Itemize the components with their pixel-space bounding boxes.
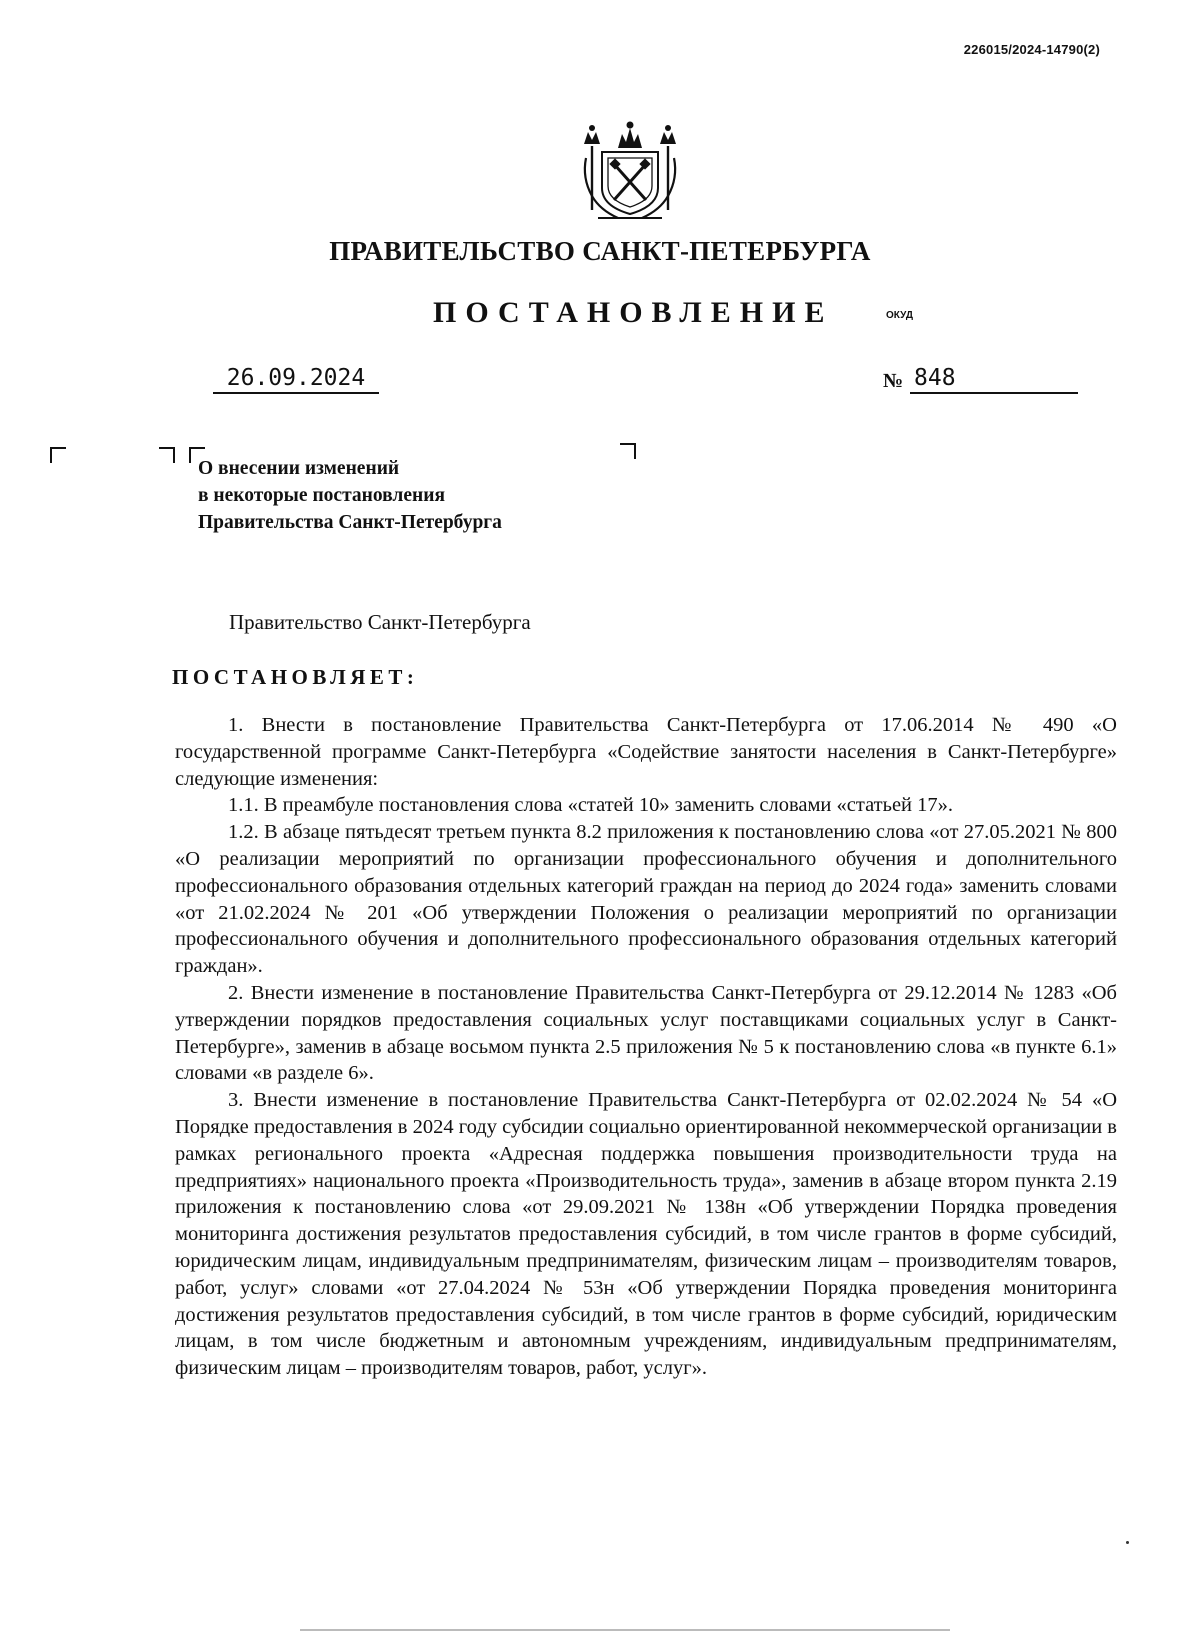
- paragraph-3: 3. Внести изменение в постановление Правительства Санкт-Петербурга от 02.02.2024 № 54 «О Порядке предоставления в 2024 году субсидии социально ориентированной некоммерческой организации в рамках регионального проекта «Адресная поддержка повышения производительности труда на предприятиях» национального проекта «Производительность труда», заменив в абзаце втором пункта 2.19 приложения к постановлению слова «от 29.09.2021 № 138н «Об утверждении Порядка проведения мониторинга достижения результатов предоставления субсидий, в том числе грантов в форме субсидий, юридическим лицам, индивидуальным предпринимателям, физическим лицам – производителям товаров, работ, услуг» словами «от 27.04.2024 № 53н «Об утверждении Порядка проведения мониторинга достижения результатов предоставления субсидий, в том числе грантов в форме субсидий, юридическим лицам, в том числе бюджетным и автономным учреждениям, индивидуальным предпринимателям, физическим лицам – производителям товаров, работ, услуг».: [175, 1089, 1117, 1380]
- document-body: [175, 712, 1117, 1382]
- coat-of-arms-icon: [578, 118, 682, 224]
- document-type: ПОСТАНОВЛЕНИЕ: [433, 296, 834, 329]
- okud-label: ОКУД: [886, 310, 913, 321]
- number-sign: №: [883, 370, 904, 392]
- paragraph-2: 2. Внести изменение в постановление Правительства Санкт-Петербурга от 29.12.2014 № 1283 «Об утверждении порядков предоставления социальных услуг поставщиками социальных услуг в Санкт-Петербурге», заменив в абзаце восьмом пункта 2.5 приложения № 5 к постановлению слова «в пункте 6.1» словами «в разделе 6».: [175, 981, 1117, 1085]
- registration-number: 226015/2024-14790(2): [963, 42, 1100, 57]
- corner-mark: [620, 443, 636, 459]
- paragraph-1: 1. Внести в постановление Правительства Санкт-Петербурга от 17.06.2014 № 490 «О государственной программе Санкт-Петербурга «Содействие занятости населения в Санкт-Петербурге» следующие изменения:: [175, 714, 1117, 790]
- document-subject: [198, 455, 502, 536]
- resolves-heading: ПОСТАНОВЛЯЕТ:: [172, 665, 419, 689]
- corner-mark: [159, 447, 175, 463]
- subject-line: О внесении изменений: [198, 458, 400, 479]
- document-number: 848: [910, 364, 1078, 394]
- corner-mark: [50, 447, 66, 463]
- subject-line: в некоторые постановления: [198, 485, 446, 506]
- paragraph-1-2: 1.2. В абзаце пятьдесят третьем пункта 8.2 приложения к постановлению слова «от 27.05.2021 № 800 «О реализации мероприятий по организации профессионального обучения и дополнительного профессионального образования отдельных категорий граждан на период до 2024 года» заменить словами «от 21.02.2024 № 201 «Об утверждении Положения о реализации мероприятий по организации профессионального обучения и дополнительного профессионального образования отдельных категорий граждан».: [175, 821, 1117, 978]
- paragraph-1-1: 1.1. В преамбуле постановления слова «статей 10» заменить словами «статьей 17».: [228, 794, 954, 817]
- issuer-line: Правительство Санкт-Петербурга: [229, 610, 531, 634]
- document-date: 26.09.2024: [213, 364, 379, 394]
- subject-line: Правительства Санкт-Петербурга: [198, 512, 502, 533]
- organization-title: ПРАВИТЕЛЬСТВО САНКТ-ПЕТЕРБУРГА: [329, 236, 871, 266]
- scan-speck: [1126, 1541, 1129, 1544]
- scan-edge-mark: [300, 1629, 950, 1631]
